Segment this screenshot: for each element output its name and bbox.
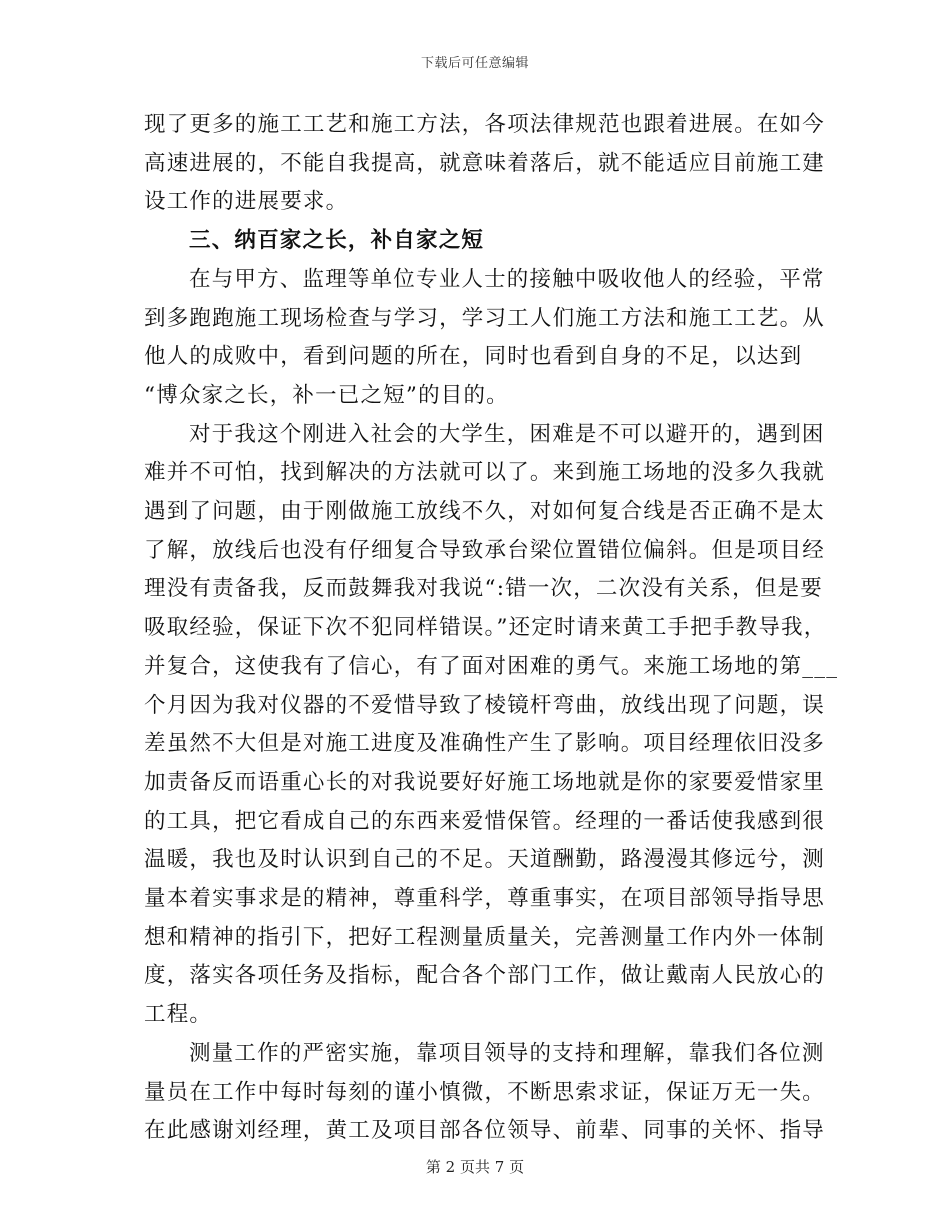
document-body xyxy=(144,106,839,1151)
text-line: 现了更多的施工工艺和施工方法，各项法律规范也跟着进展。在如今 xyxy=(144,112,826,137)
text-line: 想和精神的指引下，把好工程测量质量关，完善测量工作内外一体制 xyxy=(144,924,826,950)
text-line: 量本着实事求是的精神，尊重科学，尊重事实，在项目部领导指导思 xyxy=(144,886,826,912)
text-line: 他人的成败中，看到问题的所在，同时也看到自身的不足，以达到 xyxy=(144,344,803,370)
text-line: 在与甲方、监理等单位专业人士的接触中吸收他人的经验，平常 xyxy=(189,266,825,292)
text-line: 到多跑跑施工现场检查与学习，学习工人们施工方法和施工工艺。从 xyxy=(144,305,826,331)
text-line: 设工作的进展要求。 xyxy=(144,189,349,215)
text-line: 对于我这个刚进入社会的大学生，困难是不可以避开的，遇到困 xyxy=(189,421,825,447)
text-line: 遇到了问题，由于刚做施工放线不久，对如何复合线是否正确不是太 xyxy=(144,499,826,525)
paragraph-intro xyxy=(144,106,826,222)
text-line: 理没有责备我，反而鼓舞我对我说“:错一次，二次没有关系，但是要 xyxy=(144,576,823,602)
paragraph-thanks xyxy=(144,1035,826,1151)
paragraph-learning xyxy=(144,261,826,416)
text-line: 量员在工作中每时每刻的谨小慎微，不断思索求证，保证万无一失。 xyxy=(144,1079,826,1105)
text-line: 难并不可怕，找到解决的方法就可以了。来到施工场地的没多久我就 xyxy=(144,460,826,486)
heading-text: 三、纳百家之长，补自家之短 xyxy=(189,228,485,254)
text-line: 在此感谢刘经理，黄工及项目部各位领导、前辈、同事的关怀、指导 xyxy=(144,1118,826,1144)
paragraph-difficulties xyxy=(144,416,839,1035)
text-line: 差虽然不大但是对施工进度及准确性产生了影响。项目经理依旧没多 xyxy=(144,731,826,757)
page-header: 下载后可任意编辑 xyxy=(420,56,529,71)
text-line: “博众家之长，补一已之短”的目的。 xyxy=(144,382,509,408)
text-line: 温暖，我也及时认识到自己的不足。天道酬勤，路漫漫其修远兮，测 xyxy=(144,847,826,873)
text-line: 个月因为我对仪器的不爱惜导致了棱镜杆弯曲，放线出现了问题，误 xyxy=(144,692,826,718)
text-line: 加责备反而语重心长的对我说要好好施工场地就是你的家要爱惜家里 xyxy=(144,769,826,795)
text-line: 了解，放线后也没有仔细复合导致承台梁位置错位偏斜。但是项目经 xyxy=(144,537,826,563)
text-line: 吸取经验，保证下次不犯同样错误。”还定时请来黄工手把手教导我， xyxy=(144,615,827,641)
section-heading xyxy=(144,222,804,261)
page-number: 第 2 页共 7 页 xyxy=(425,1158,525,1176)
text-line: 测量工作的严密实施，靠项目领导的支持和理解，靠我们各位测 xyxy=(189,1040,825,1066)
text-line: 度，落实各项任务及指标，配合各个部门工作，做让戴南人民放心的 xyxy=(144,963,826,989)
text-line: 的工具，把它看成自己的东西来爱惜保管。经理的一番话使我感到很 xyxy=(144,808,826,834)
text-line: 工程。 xyxy=(144,1002,213,1028)
text-line: 高速进展的，不能自我提高，就意味着落后，就不能适应目前施工建 xyxy=(144,150,826,176)
text-line: 并复合，这使我有了信心，有了面对困难的勇气。来施工场地的第___ xyxy=(144,653,839,679)
